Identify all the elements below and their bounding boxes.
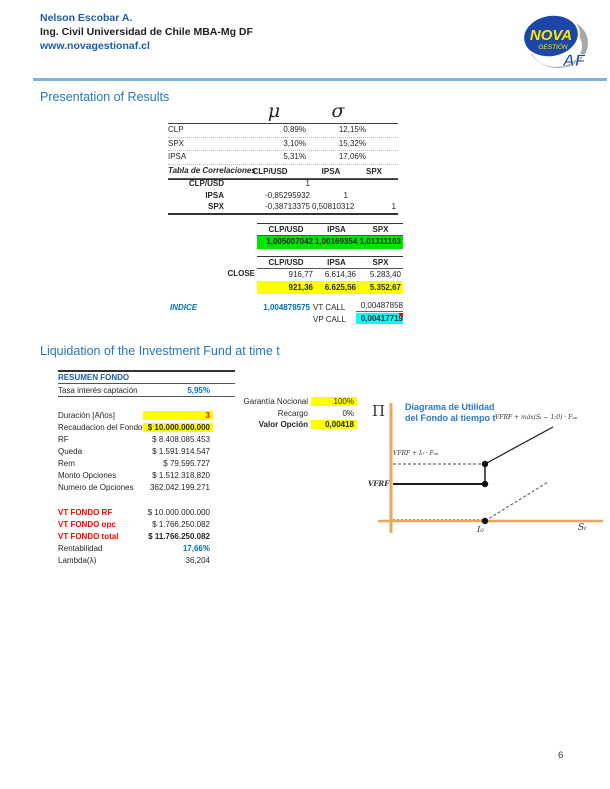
pi-axis-symbol: Π bbox=[372, 402, 386, 420]
vfrf-axis-label: VFRF bbox=[368, 479, 390, 488]
table-row: IPSA -0,85295932 1 bbox=[205, 190, 348, 200]
vt-call-label: VT CALL bbox=[313, 303, 346, 312]
section-title-results: Presentation of Results bbox=[40, 90, 170, 104]
upside-payoff-line bbox=[485, 427, 553, 464]
option-payoff-dashed-line bbox=[485, 482, 548, 521]
cell-comment-marker bbox=[398, 313, 403, 318]
vp-call-label: VP CALL bbox=[313, 315, 346, 324]
diagram-title: Diagrama de Utilidad del Fondo al tiempo t bbox=[405, 402, 496, 424]
logo-text-gestion: GESTIÓN bbox=[538, 44, 568, 51]
strike-point bbox=[482, 518, 488, 524]
table-row: Rentabilidad 17,66% bbox=[58, 543, 210, 553]
upside-formula-label: VFRF + máx(Sₜ − 1;0) · Fₒₚ bbox=[495, 414, 578, 421]
table-row: Numero de Opciones 362.042.199.271 bbox=[58, 482, 210, 492]
table-row: Tasa interés captación 5,95% bbox=[58, 384, 235, 397]
table-row: CLP/USD 1 bbox=[188, 179, 310, 189]
kink-point-upper bbox=[482, 461, 488, 467]
vp-call-value: 0,00417719 bbox=[356, 313, 403, 325]
interest-formula-label: VFRF + I₀ · Fₒₚ bbox=[393, 450, 439, 457]
table-row: Recargo 0% bbox=[277, 408, 354, 418]
table-row: Rem $ 79.595.727 bbox=[58, 458, 210, 468]
table-row: CLP 0,89% 12,15% bbox=[168, 124, 398, 138]
correlation-header-row: CLP/USD IPSA SPX bbox=[168, 166, 398, 179]
adjusted-values-row: 921,36 6.625,56 5.352,67 bbox=[257, 282, 403, 294]
option-params-table bbox=[242, 396, 357, 431]
table-row: RF $ 8.408.085.453 bbox=[58, 434, 210, 444]
strike-x-label: I₀ bbox=[477, 525, 484, 535]
kink-point-lower bbox=[482, 481, 488, 487]
close-values-row: 916,77 6.614,36 5.283,40 bbox=[257, 269, 403, 282]
close-header-row: CLP/USD IPSA SPX bbox=[257, 256, 403, 269]
table-row: Monto Opciones $ 1.512.318.820 bbox=[58, 470, 210, 480]
index-growth-table bbox=[257, 223, 403, 249]
table-row: SPX 3,10% 15,32% bbox=[168, 138, 398, 152]
x-axis-label: Sₜ bbox=[578, 523, 587, 533]
page-number: 6 bbox=[558, 750, 564, 761]
mu-header: μ bbox=[267, 100, 281, 122]
website-link[interactable]: www.novagestionaf.cl bbox=[40, 40, 150, 52]
indice-label: INDICE bbox=[170, 303, 198, 312]
resumen-fondo-header: RESUMEN FONDO bbox=[58, 372, 235, 384]
close-row-label: CLOSE bbox=[227, 269, 255, 278]
header-divider bbox=[33, 78, 607, 81]
nova-gestion-logo bbox=[516, 10, 590, 72]
table-row: Valor Opción 0,00418 bbox=[242, 419, 357, 431]
close-prices-table bbox=[257, 256, 403, 294]
correlation-table bbox=[168, 166, 398, 215]
table-row: Garantía Nocional 100% bbox=[242, 396, 357, 408]
table-row: Recaudacion del Fondo $ 10.000.000.000 bbox=[58, 421, 235, 433]
author-credentials: Ing. Civil Universidad de Chile MBA-Mg DF bbox=[40, 26, 253, 38]
indice-value: 1,004878575 bbox=[263, 303, 310, 312]
correlation-table-caption: Tabla de Correlaciones bbox=[168, 165, 398, 180]
resumen-fondo-table bbox=[58, 370, 235, 566]
table-row: VT FONDO RF $ 10.000.000.000 bbox=[58, 507, 210, 517]
table-row: VT FONDO opc $ 1.766.250.082 bbox=[58, 519, 210, 529]
growth-header-row: CLP/USD IPSA SPX bbox=[257, 223, 403, 236]
logo-text-af: AF bbox=[562, 51, 586, 70]
growth-values-row: 1,005007042 1,00169354 1,01311103 bbox=[257, 236, 403, 249]
vt-call-value: 0,00487858 bbox=[356, 301, 403, 312]
table-row: IPSA 5,31% 17,06% bbox=[168, 151, 398, 165]
section-title-liquidation: Liquidation of the Investment Fund at time t bbox=[40, 344, 280, 358]
table-row: SPX -0,38713375 0,50810312 1 bbox=[207, 202, 396, 212]
table-row: Duración [Años] 3 bbox=[58, 409, 235, 421]
table-row: Queda $ 1.591.914.547 bbox=[58, 446, 210, 456]
logo-text-nova: NOVA bbox=[529, 27, 573, 44]
table-row: VT FONDO total $ 11.766.250.082 bbox=[58, 531, 210, 541]
table-row: Lambda(λ) 36,204 bbox=[58, 555, 210, 565]
author-name: Nelson Escobar A. bbox=[40, 12, 133, 24]
sigma-header: σ bbox=[331, 100, 345, 122]
